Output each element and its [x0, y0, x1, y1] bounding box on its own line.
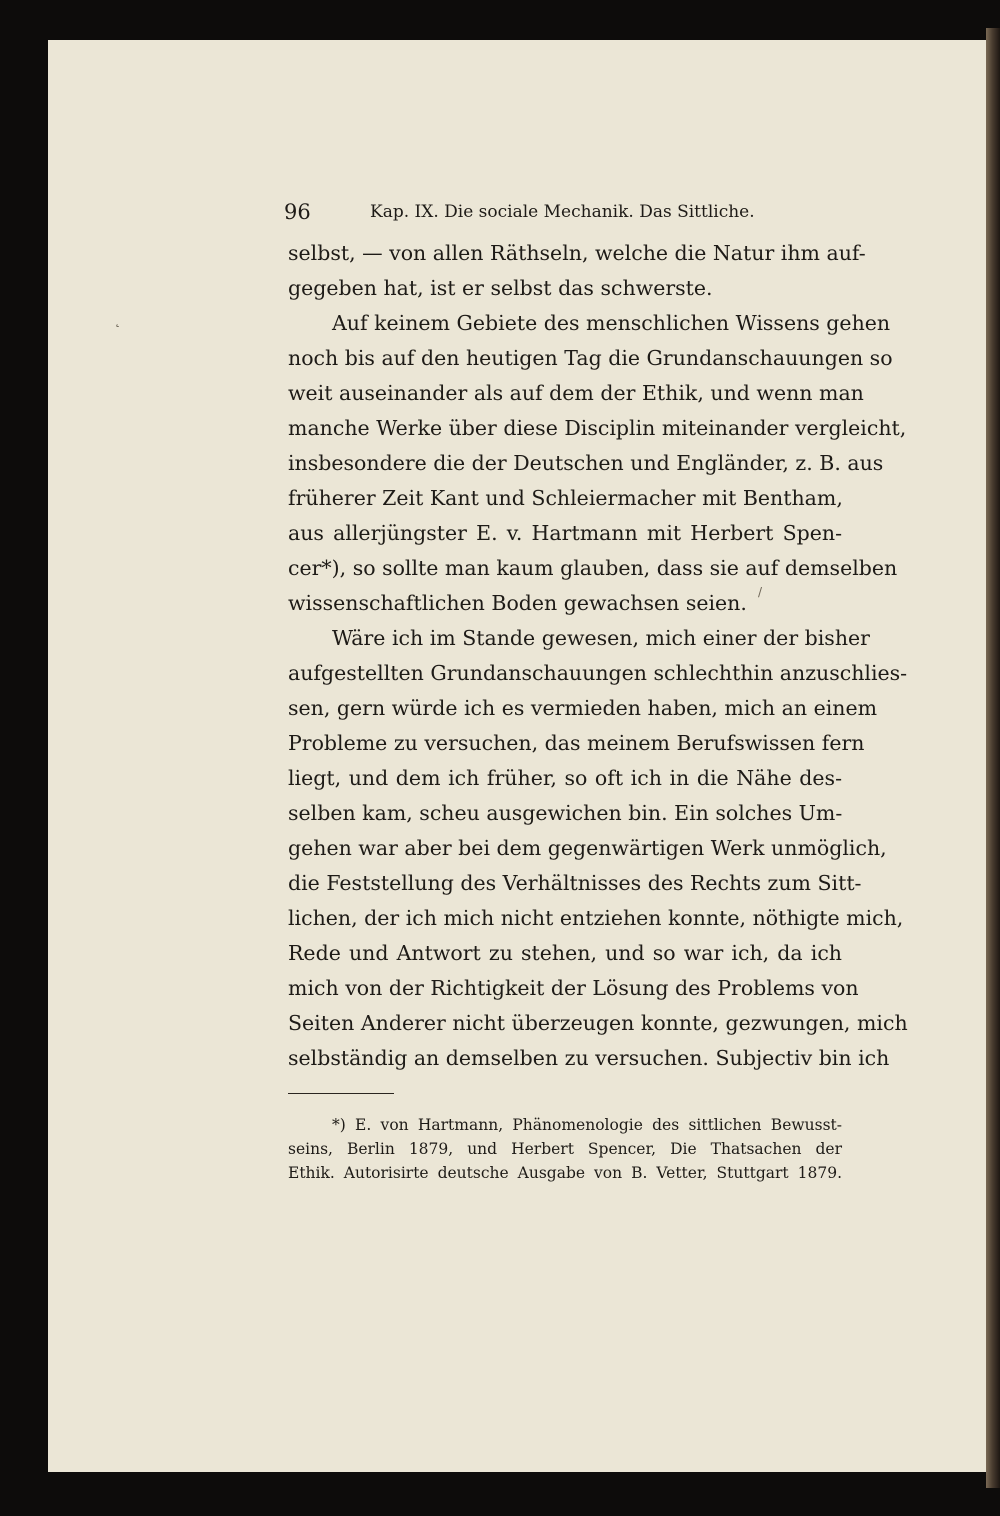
text-line: Wäre ich im Stande gewesen, mich einer der bisher	[332, 626, 870, 650]
text-line: cer*), so sollte man kaum glauben, dass sie auf demselben	[288, 556, 898, 580]
text-line: liegt, und dem ich früher, so oft ich in die Nähe des-	[288, 766, 842, 790]
text-line: selbständig an demselben zu versuchen. Subjectiv bin ich	[288, 1046, 890, 1070]
text-line: aufgestellten Grundanschauungen schlechthin anzuschlies-	[288, 661, 908, 685]
text-line: mich von der Richtigkeit der Lösung des Problems von	[288, 976, 859, 1000]
footnote-separator	[288, 1093, 394, 1094]
pencil-mark: /	[758, 585, 763, 599]
text-line: manche Werke über diese Disciplin miteinander vergleicht,	[288, 416, 907, 440]
footnote	[288, 1113, 842, 1185]
text-line: gegeben hat, ist er selbst das schwerste.	[288, 276, 713, 300]
text-line: Auf keinem Gebiete des menschlichen Wissens gehen	[332, 311, 891, 335]
book-page-edge	[986, 28, 1000, 1488]
text-line: gehen war aber bei dem gegenwärtigen Werk unmöglich,	[288, 836, 887, 860]
text-line: selbst, — von allen Räthseln, welche die Natur ihm auf-	[288, 241, 866, 265]
text-line: lichen, der ich mich nicht entziehen konnte, nöthigte mich,	[288, 906, 904, 930]
page-number: 96	[284, 200, 311, 224]
text-line: selben kam, scheu ausgewichen bin. Ein solches Um-	[288, 801, 843, 825]
text-line: wissenschaftlichen Boden gewachsen seien.	[288, 591, 747, 615]
footnote-line: *) E. von Hartmann, Phänomenologie des sittlichen Bewusst-	[332, 1116, 842, 1134]
running-head	[284, 196, 842, 236]
footnote-line: Ethik. Autorisirte deutsche Ausgabe von B. Vetter, Stuttgart 1879.	[288, 1164, 842, 1182]
text-line: Seiten Anderer nicht überzeugen konnte, gezwungen, mich	[288, 1011, 908, 1035]
text-line: Rede und Antwort zu stehen, und so war ich, da ich	[288, 941, 842, 965]
text-line: früherer Zeit Kant und Schleiermacher mit Bentham,	[288, 486, 843, 510]
text-line: aus allerjüngster E. v. Hartmann mit Herbert Spen-	[288, 521, 842, 545]
body-text	[288, 236, 908, 1076]
text-line: sen, gern würde ich es vermieden haben, mich an einem	[288, 696, 878, 720]
margin-speck: ˛	[114, 312, 121, 328]
footnote-line: seins, Berlin 1879, und Herbert Spencer, Die Thatsachen der	[288, 1140, 842, 1158]
text-line: weit auseinander als auf dem der Ethik, und wenn man	[288, 381, 864, 405]
text-line: noch bis auf den heutigen Tag die Grundanschauungen so	[288, 346, 893, 370]
text-line: die Feststellung des Verhältnisses des Rechts zum Sitt-	[288, 871, 862, 895]
page-text-block	[284, 196, 908, 1185]
chapter-heading: Kap. IX. Die sociale Mechanik. Das Sittliche.	[370, 202, 755, 222]
text-line: Probleme zu versuchen, das meinem Berufswissen fern	[288, 731, 865, 755]
text-line: insbesondere die der Deutschen und Engländer, z. B. aus	[288, 451, 884, 475]
